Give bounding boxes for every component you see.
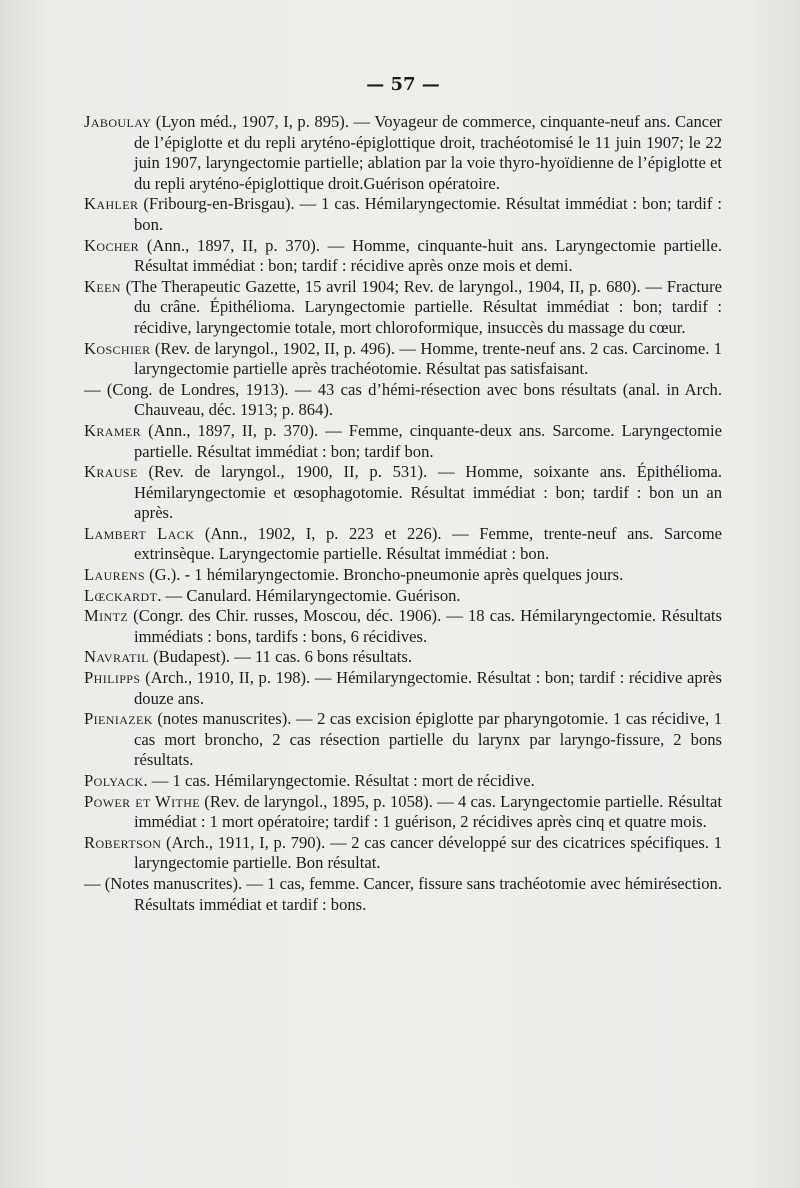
entry-text: (Ann., 1897, II, p. 370). — Femme, cinquante-deux ans. Sarcome. Laryngectomie partielle. Résultat immédiat : bon; tardif bon. bbox=[134, 420, 722, 461]
entry-text: (Lyon méd., 1907, I, p. 895). — Voyageur de commerce, cinquante-neuf ans. Cancer de l’épiglotte et du repli aryténo-épiglottique droit, trachéotomisé le 11 juin 1907; le 22 juin 1907, laryngectomie partielle; ablation par la voie thyro-hyoïdienne de l’épiglotte et du repli aryténo-épiglottique droit.Guérison opératoire. bbox=[134, 112, 722, 193]
entry-text: (The Therapeutic Gazette, 15 avril 1904; Rev. de laryngol., 1904, II, p. 680). — Fracture du crâne. Épithélioma. Laryngectomie partielle. Résultat immédiat : bon; tardif : récidive, laryngectomie totale, mort chloroformique, insuccès du massage du cœur. bbox=[120, 276, 722, 337]
bibliography-entry bbox=[84, 709, 722, 771]
entry-author: Laurens bbox=[84, 565, 145, 585]
bibliography-entry bbox=[84, 236, 722, 277]
entry-text: (Rev. de laryngol., 1895, p. 1058). — 4 cas. Laryngectomie partielle. Résultat immédiat : 1 mort opératoire; tardif : 1 guérison, 2 récidives après cinq et quatre mois. bbox=[134, 791, 722, 832]
bibliography-entry bbox=[84, 771, 722, 792]
bibliography-entry bbox=[84, 462, 722, 524]
entry-author: Pieniazek bbox=[84, 709, 153, 729]
entry-text: (Rev. de laryngol., 1902, II, p. 496). — Homme, trente-neuf ans. 2 cas. Carcinome. 1 laryngectomie partielle après trachéotomie. Résultat pas satisfaisant. bbox=[134, 338, 722, 379]
entry-text: (Ann., 1902, I, p. 223 et 226). — Femme, trente-neuf ans. Sarcome extrinsèque. Laryngectomie partielle. Résultat immédiat : bon. bbox=[134, 523, 722, 564]
entry-author: Navratil bbox=[84, 647, 149, 667]
bibliography-entry bbox=[84, 421, 722, 462]
bibliography-entry bbox=[84, 606, 722, 647]
entry-author: Lambert Lack bbox=[84, 523, 195, 543]
entry-author: Philipps bbox=[84, 668, 141, 688]
bibliography-entry bbox=[84, 565, 722, 586]
page-number: — 57 — bbox=[366, 74, 440, 95]
entry-text: (G.). - 1 hémilaryngectomie. Broncho-pneumonie après quelques jours. bbox=[144, 565, 624, 585]
bibliography-entry bbox=[84, 874, 722, 915]
entry-text: — (Notes manuscrites). — 1 cas, femme. Cancer, fissure sans trachéotomie avec hémirésection. Résultats immédiat et tardif : bons. bbox=[84, 873, 722, 914]
bibliography-entry bbox=[84, 112, 722, 194]
entry-text: (Congr. des Chir. russes, Moscou, déc. 1906). — 18 cas. Hémilaryngectomie. Résultats immédiats : bons, tardifs : bons, 6 récidives. bbox=[128, 606, 722, 646]
bibliography-entry bbox=[84, 833, 722, 874]
entry-author: Keen bbox=[84, 276, 121, 296]
bibliography-entry bbox=[84, 647, 722, 668]
entry-author: Krause bbox=[84, 462, 138, 482]
entry-text: (Arch., 1910, II, p. 198). — Hémilaryngectomie. Résultat : bon; tardif : récidive après douze ans. bbox=[134, 668, 722, 708]
bibliography-entry bbox=[84, 339, 722, 380]
bibliography-list bbox=[84, 112, 722, 915]
entry-author: Jaboulay bbox=[84, 112, 152, 131]
entry-text: (notes manuscrites). — 2 cas excision épiglotte par pharyngotomie. 1 cas récidive, 1 cas mort broncho, 2 cas résection partielle du larynx par laryngo-fissure, 2 bons résultats. bbox=[134, 709, 722, 770]
bibliography-entry bbox=[84, 194, 722, 235]
entry-author: Kahler bbox=[84, 194, 139, 214]
entry-author: Robertson bbox=[84, 832, 162, 852]
entry-author: Kocher bbox=[84, 235, 140, 255]
entry-author: Koschier bbox=[84, 338, 151, 358]
entry-text: (Ann., 1897, II, p. 370). — Homme, cinquante-huit ans. Laryngectomie partielle. Résultat immédiat : bon; tardif : récidive après onze mois et demi. bbox=[134, 235, 722, 276]
entry-text: (Fribourg-en-Brisgau). — 1 cas. Hémilaryngectomie. Résultat immédiat : bon; tardif : bon. bbox=[134, 194, 722, 234]
bibliography-entry bbox=[84, 380, 722, 421]
bibliography-entry bbox=[84, 586, 722, 607]
bibliography-entry bbox=[84, 668, 722, 709]
bibliography-entry bbox=[84, 524, 722, 565]
entry-text: (Arch., 1911, I, p. 790). — 2 cas cancer développé sur des cicatrices spécifiques. 1 laryngectomie partielle. Bon résultat. bbox=[134, 832, 722, 873]
entry-author: Power et Withe bbox=[84, 791, 201, 811]
entry-text: — (Cong. de Londres, 1913). — 43 cas d’hémi-résection avec bons résultats (anal. in Arch. Chauveau, déc. 1913; p. 864). bbox=[84, 379, 722, 420]
entry-text: (Rev. de laryngol., 1900, II, p. 531). — Homme, soixante ans. Épithélioma. Hémilaryngectomie et œsophagotomie. Résultat immédiat : bon; tardif : bon un an après. bbox=[134, 462, 722, 523]
entry-author: Kramer bbox=[84, 420, 142, 440]
entry-author: Polyack bbox=[84, 771, 144, 790]
entry-text: (Budapest). — 11 cas. 6 bons résultats. bbox=[148, 647, 412, 667]
entry-author: Lœckardt bbox=[84, 585, 158, 605]
entry-text: . — 1 cas. Hémilaryngectomie. Résultat : mort de récidive. bbox=[143, 771, 535, 790]
entry-text: . — Canulard. Hémilaryngectomie. Guérison. bbox=[157, 585, 461, 605]
bibliography-entry bbox=[84, 792, 722, 833]
entry-author: Mintz bbox=[84, 606, 129, 626]
bibliography-entry bbox=[84, 277, 722, 339]
